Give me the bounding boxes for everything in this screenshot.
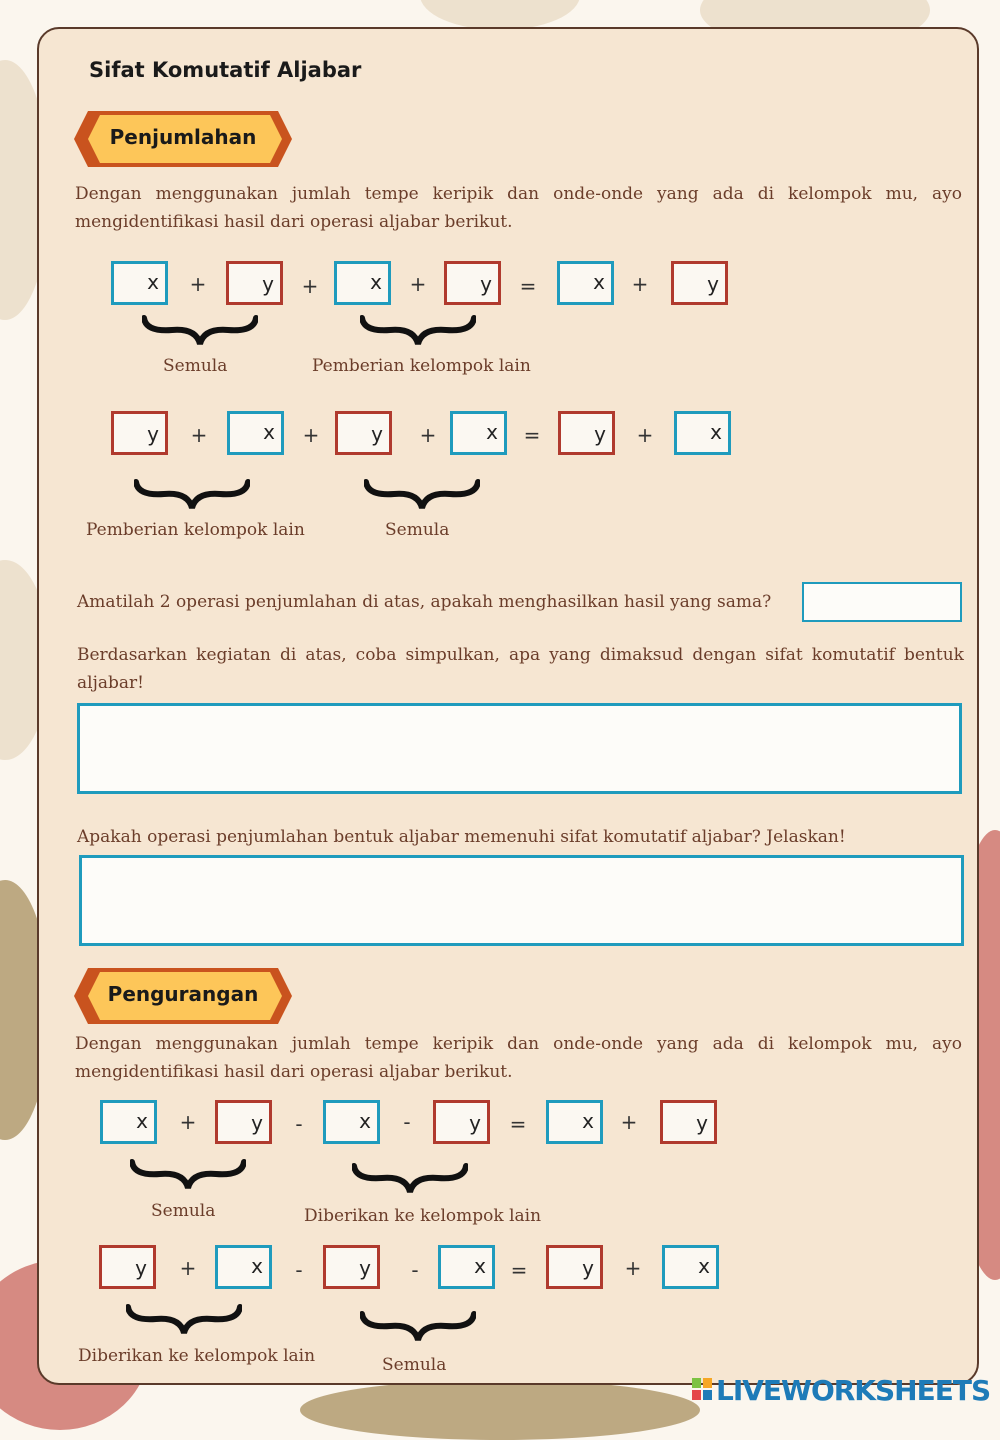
section-banner-pengurangan: [74, 968, 292, 1024]
operator: +: [636, 423, 654, 447]
operator: =: [519, 274, 537, 298]
operator: +: [179, 1256, 197, 1280]
term-box-y[interactable]: y: [323, 1245, 380, 1289]
operator: +: [419, 423, 437, 447]
question-conclusion: Berdasarkan kegiatan di atas, coba simpulkan, apa yang dimaksud dengan sifat komutatif bentuk aljabar!: [77, 645, 964, 693]
curly-brace: [360, 1310, 476, 1344]
term-box-x[interactable]: x: [450, 411, 507, 455]
operator: +: [301, 274, 319, 298]
operator: -: [295, 1112, 303, 1136]
curly-brace: [134, 478, 250, 512]
term-box-x[interactable]: x: [438, 1245, 495, 1289]
brace-label: Pemberian kelompok lain: [86, 520, 305, 540]
question-same-result: Amatilah 2 operasi penjumlahan di atas, apakah menghasilkan hasil yang sama?: [77, 592, 772, 612]
term-box-x[interactable]: x: [662, 1245, 719, 1289]
brace-label: Semula: [385, 520, 450, 540]
brace-label: Semula: [382, 1355, 447, 1375]
curly-brace: [126, 1303, 242, 1337]
brace-label: Diberikan ke kelompok lain: [304, 1206, 542, 1226]
operator: =: [510, 1258, 528, 1282]
banner-label: Penjumlahan: [109, 125, 257, 149]
curly-brace: [364, 478, 480, 512]
brace-label: Semula: [163, 356, 228, 376]
term-box-y[interactable]: y: [444, 261, 501, 305]
term-box-y[interactable]: y: [111, 411, 168, 455]
term-box-x[interactable]: x: [215, 1245, 272, 1289]
brace-label: Semula: [151, 1201, 216, 1221]
term-box-y[interactable]: y: [99, 1245, 156, 1289]
operator: +: [409, 272, 427, 296]
curly-brace: [142, 314, 258, 348]
operator: +: [190, 423, 208, 447]
operator: +: [631, 272, 649, 296]
operator: +: [179, 1110, 197, 1134]
intro-paragraph: Dengan menggunakan jumlah tempe keripik dan onde-onde yang ada di kelompok mu, ayo mengidentifikasi hasil dari operasi aljabar berikut.: [75, 184, 962, 232]
term-box-y[interactable]: y: [671, 261, 728, 305]
operator: +: [620, 1110, 638, 1134]
operator: -: [411, 1258, 419, 1282]
intro-paragraph: Dengan menggunakan jumlah tempe keripik dan onde-onde yang ada di kelompok mu, ayo mengidentifikasi hasil dari operasi aljabar berikut.: [75, 1034, 962, 1082]
background-cloud-decoration: [420, 0, 580, 30]
term-box-x[interactable]: x: [546, 1100, 603, 1144]
term-box-y[interactable]: y: [558, 411, 615, 455]
term-box-x[interactable]: x: [100, 1100, 157, 1144]
term-box-y[interactable]: y: [433, 1100, 490, 1144]
term-box-y[interactable]: y: [215, 1100, 272, 1144]
operator: =: [523, 423, 541, 447]
answer-input-same-result[interactable]: [802, 582, 962, 622]
term-box-x[interactable]: x: [323, 1100, 380, 1144]
term-box-y[interactable]: y: [226, 261, 283, 305]
answer-input-conclusion[interactable]: [77, 703, 962, 794]
banner-label: Pengurangan: [107, 982, 259, 1006]
curly-brace: [352, 1162, 468, 1196]
section-banner-penjumlahan: [74, 111, 292, 167]
answer-input-commutative[interactable]: [79, 855, 964, 946]
brace-label: Diberikan ke kelompok lain: [78, 1346, 316, 1366]
operator: +: [189, 272, 207, 296]
curly-brace: [360, 314, 476, 348]
term-box-x[interactable]: x: [557, 261, 614, 305]
question-commutative: Apakah operasi penjumlahan bentuk aljabar memenuhi sifat komutatif aljabar? Jelaskan!: [77, 827, 846, 847]
term-box-y[interactable]: y: [546, 1245, 603, 1289]
operator: -: [403, 1110, 411, 1134]
background-cloud-decoration: [300, 1380, 700, 1440]
term-box-y[interactable]: y: [660, 1100, 717, 1144]
operator: +: [624, 1256, 642, 1280]
brace-label: Pemberian kelompok lain: [312, 356, 531, 376]
operator: -: [295, 1258, 303, 1282]
operator: +: [302, 423, 320, 447]
term-box-x[interactable]: x: [227, 411, 284, 455]
term-box-y[interactable]: y: [335, 411, 392, 455]
liveworksheets-watermark: LIVEWORKSHEETS: [716, 1374, 991, 1407]
term-box-x[interactable]: x: [334, 261, 391, 305]
term-box-x[interactable]: x: [674, 411, 731, 455]
curly-brace: [130, 1158, 246, 1192]
operator: =: [509, 1112, 527, 1136]
liveworksheets-logo-icon: [692, 1378, 712, 1400]
term-box-x[interactable]: x: [111, 261, 168, 305]
page-title: Sifat Komutatif Aljabar: [89, 58, 362, 82]
